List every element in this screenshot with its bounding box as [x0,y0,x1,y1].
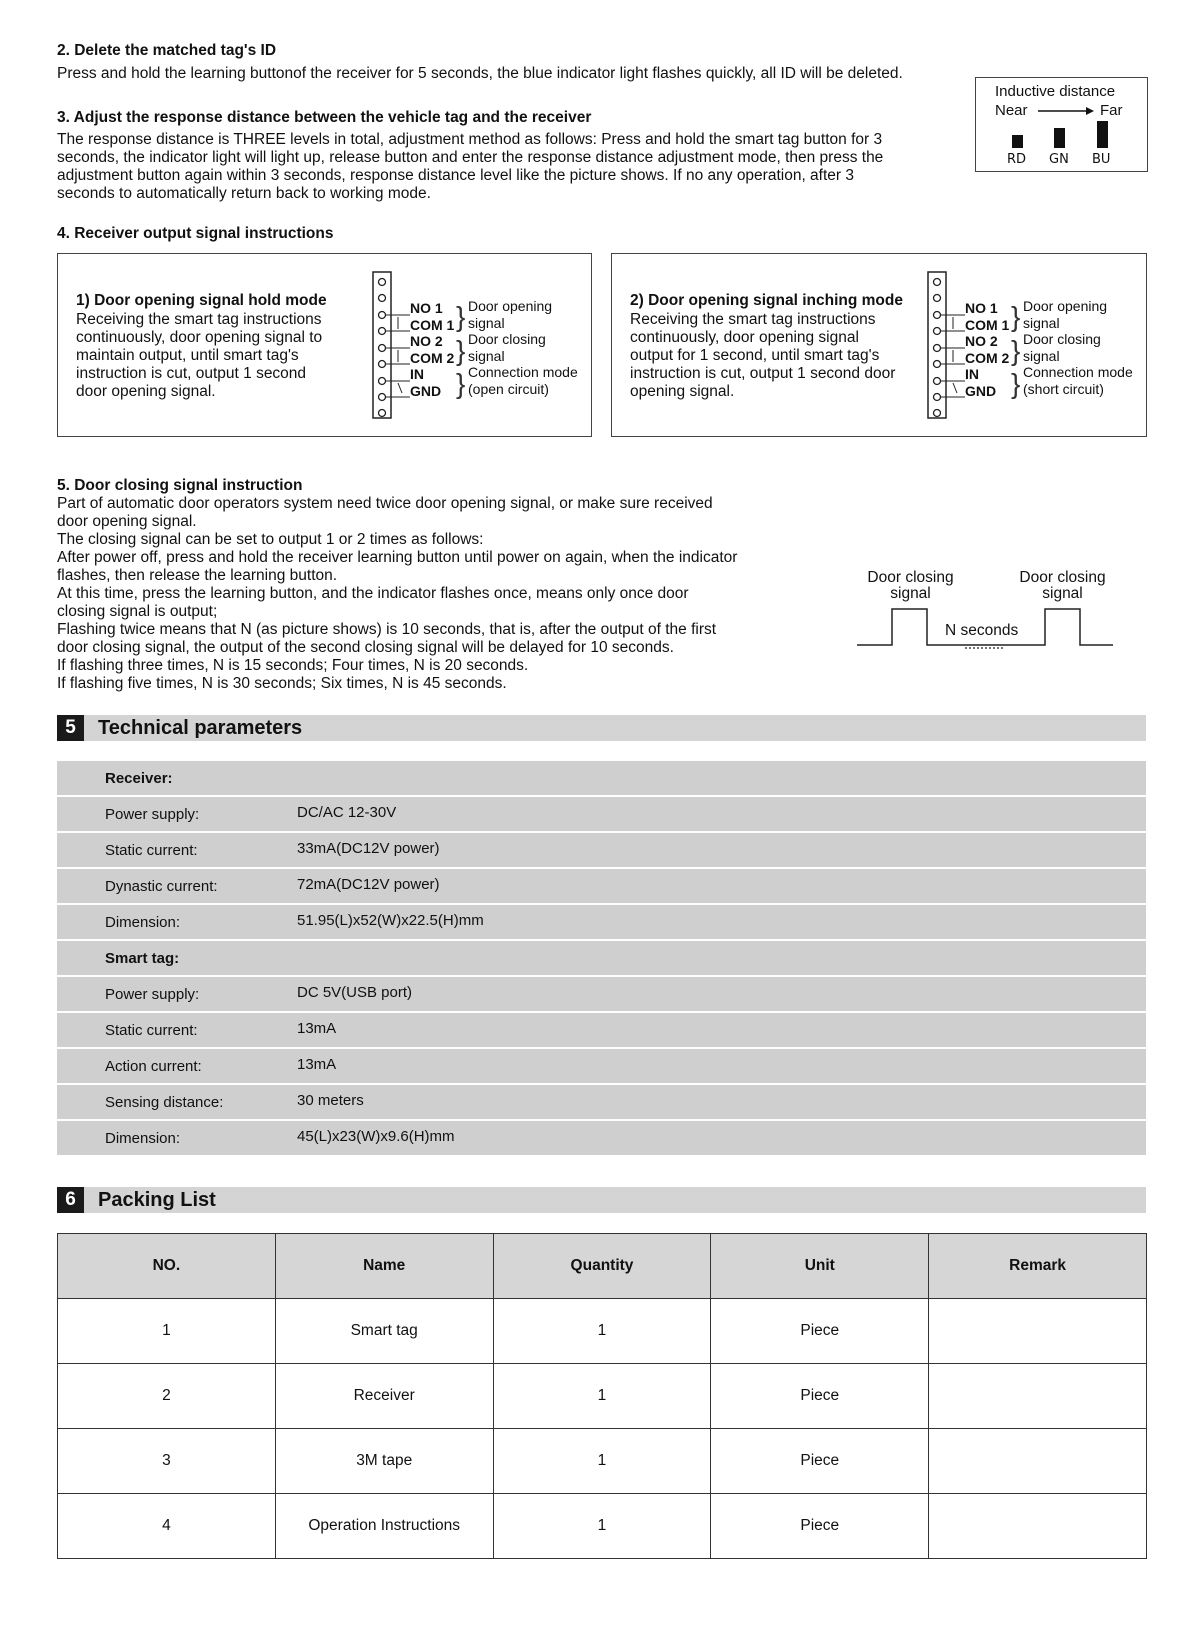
table-header-row [58,1234,1147,1299]
brace-icon: } [456,368,466,399]
table-row [58,1429,1147,1494]
sec5-line: If flashing three times, N is 15 seconds; Four times, N is 20 seconds. [57,657,529,674]
sec5-line: Part of automatic door operators system need twice door opening signal, or make sure received [57,495,713,512]
mode1-terminal-labels [410,300,454,399]
cell-remark [929,1429,1147,1494]
cell-remark [929,1299,1147,1364]
desc-line: Door opening [468,298,553,314]
cell-unit: Piece [711,1429,929,1494]
led-rd-level-bar [1012,135,1023,148]
param-label: Dynastic current: [105,878,218,895]
param-row [57,1085,1146,1119]
param-label: Power supply: [105,806,200,823]
desc-line: (short circuit) [1023,380,1104,397]
mode2-terminal-desc [1023,298,1133,397]
param-row [57,869,1146,903]
mode2-line: output for 1 second, until smart tag's [630,347,880,364]
sec5-line: After power off, press and hold the receiver learning button until power on again, when the indicator [57,549,738,566]
desc-line: Connection mode [468,364,578,380]
param-value: 51.95(L)x52(W)x22.5(H)mm [297,912,484,929]
mode1-line: door opening signal. [76,383,216,400]
mode2-line: opening signal. [630,383,735,400]
terminal-com1: COM 1 [410,316,455,333]
desc-line: Door closing [1023,331,1101,347]
param-value: 13mA [297,1020,337,1037]
brace-icon: } [1011,368,1021,399]
col-header-remark: Remark [929,1234,1147,1299]
sec5-line: At this time, press the learning button, and the indicator flashes once, means only once door [57,585,689,602]
sec2-text: Press and hold the learning buttonof the receiver for 5 seconds, the blue indicator light flashes quickly, all ID will be deleted. [57,65,903,82]
cell-remark [929,1494,1147,1559]
sec3-line: adjustment button again within 3 seconds, response distance level like the picture shows. If no any operation, after 3 [57,167,855,184]
pulse2-label [1010,570,1115,602]
packing-section-title: Packing List [98,1189,216,1211]
param-value: DC/AC 12-30V [297,804,397,821]
mode1-line: continuously, door opening signal to [76,329,323,346]
mode1-title: 1) Door opening signal hold mode [76,292,327,309]
param-row [57,977,1146,1011]
param-label: Action current: [105,1058,202,1075]
table-row [58,1494,1147,1559]
table-row [58,1299,1147,1364]
brace-icon: } [1011,335,1021,366]
desc-line: Door opening [1023,298,1108,314]
terminal-com1: COM 1 [965,316,1010,333]
far-label: Far [1100,102,1123,119]
mode1-box [57,253,592,437]
cell-name: Operation Instructions [275,1494,493,1559]
sec5-line: door opening signal. [57,513,197,530]
terminal-no2: NO 2 [965,333,998,349]
param-row [57,833,1146,867]
cell-name: 3M tape [275,1429,493,1494]
pulse1-label [858,570,963,602]
sec5-line: closing signal is output; [57,603,218,620]
sec2-title: 2. Delete the matched tag's ID [57,42,277,59]
param-label: Dimension: [105,1130,181,1147]
desc-line: Door closing [468,331,546,347]
desc-line: (open circuit) [468,380,549,397]
col-header-quantity: Quantity [493,1234,711,1299]
mode2-title: 2) Door opening signal inching mode [630,292,903,309]
desc-line: Connection mode [1023,364,1133,380]
param-value: 72mA(DC12V power) [297,876,440,893]
param-row [57,941,1146,975]
mode1-line: maintain output, until smart tag's [76,347,299,364]
led-gn-label: GN [1049,152,1069,167]
sec5-body [57,495,737,693]
brace-icon: } [1011,301,1021,332]
sec5-line: If flashing five times, N is 30 seconds; Six times, N is 45 seconds. [57,675,507,692]
arrow-right-icon [1036,105,1096,117]
mode2-terminal-labels [965,300,1009,399]
param-row [57,761,1146,795]
pulse-label-line: Door closing [1019,569,1106,586]
param-value: 33mA(DC12V power) [297,840,440,857]
packing-section-bar [57,1187,1146,1213]
pulse-label-line: signal [1042,585,1083,602]
pulse-label-line: signal [890,585,931,602]
packing-list-table [57,1233,1147,1559]
pulse-label-line: Door closing [867,569,954,586]
param-label: Static current: [105,1022,198,1039]
param-row [57,905,1146,939]
cell-remark [929,1364,1147,1429]
desc-line: signal [1023,314,1060,331]
cell-quantity: 1 [493,1494,711,1559]
param-label: Dimension: [105,914,181,931]
cell-no: 3 [58,1429,276,1494]
mode1-terminal-desc [468,298,578,397]
sec4-title: 4. Receiver output signal instructions [57,225,334,242]
param-row [57,1121,1146,1155]
mode2-line: instruction is cut, output 1 second door [630,365,896,382]
led-gn-level-bar [1054,128,1065,148]
sec3-line: seconds, the indicator light will light up, release button and enter the response distance adjustment mode, then press the [57,149,884,166]
sec3-body [57,131,883,203]
col-header-no: NO. [58,1234,276,1299]
mode1-line: instruction is cut, output 1 second [76,365,307,382]
mode2-line: Receiving the smart tag instructions [630,311,876,328]
desc-line: signal [468,347,505,364]
packing-section-number: 6 [57,1187,84,1213]
sec3-line: The response distance is THREE levels in total, adjustment method as follows: Press and hold the smart tag button for 3 [57,131,883,148]
param-label: Receiver: [105,770,173,787]
col-header-name: Name [275,1234,493,1299]
param-label: Static current: [105,842,198,859]
cell-no: 4 [58,1494,276,1559]
desc-line: signal [468,314,505,331]
mode2-line: continuously, door opening signal [630,329,859,346]
cell-unit: Piece [711,1494,929,1559]
sec5-line: The closing signal can be set to output 1 or 2 times as follows: [57,531,484,548]
terminal-in: IN [410,366,424,382]
inductive-distance-box [975,77,1148,172]
sec3-title: 3. Adjust the response distance between the vehicle tag and the receiver [57,109,592,126]
sec5-line: Flashing twice means that N (as picture shows) is 10 seconds, that is, after the output of the first [57,621,717,638]
param-value: 30 meters [297,1092,364,1109]
cell-unit: Piece [711,1364,929,1429]
sec5-line: flashes, then release the learning button. [57,567,338,584]
sec5-title: 5. Door closing signal instruction [57,477,303,494]
sec3-line: seconds to automatically return back to working mode. [57,185,431,202]
tech-section-title: Technical parameters [98,717,303,739]
cell-no: 1 [58,1299,276,1364]
terminal-no1: NO 1 [410,300,443,316]
desc-line: signal [1023,347,1060,364]
terminal-in: IN [965,366,979,382]
cell-name: Smart tag [275,1299,493,1364]
led-rd-label: RD [1007,152,1027,167]
brace-icon: } [456,301,466,332]
n-seconds-label: N seconds [945,622,1019,639]
param-value: DC 5V(USB port) [297,984,413,1001]
cell-name: Receiver [275,1364,493,1429]
terminal-com2: COM 2 [965,349,1010,366]
cell-quantity: 1 [493,1364,711,1429]
mode1-body [76,311,322,401]
cell-quantity: 1 [493,1429,711,1494]
param-row [57,1049,1146,1083]
terminal-com2: COM 2 [410,349,455,366]
terminal-gnd: GND [410,382,442,399]
tech-section-number: 5 [57,715,84,741]
cell-quantity: 1 [493,1299,711,1364]
mode2-body [630,311,895,401]
param-label: Power supply: [105,986,200,1003]
param-row [57,797,1146,831]
brace-icon: } [456,335,466,366]
led-bu-label: BU [1092,152,1111,167]
led-bu-level-bar [1097,121,1108,148]
table-row [58,1364,1147,1429]
terminal-no2: NO 2 [410,333,443,349]
cell-no: 2 [58,1364,276,1429]
param-value: 13mA [297,1056,337,1073]
terminal-gnd: GND [965,382,997,399]
param-label: Sensing distance: [105,1094,224,1111]
sec5-line: door closing signal, the output of the second closing signal will be delayed for 10 seconds. [57,639,674,656]
param-value: 45(L)x23(W)x9.6(H)mm [297,1128,455,1145]
param-label: Smart tag: [105,950,180,967]
mode1-line: Receiving the smart tag instructions [76,311,322,328]
near-label: Near [995,102,1028,119]
mode2-box [611,253,1147,437]
cell-unit: Piece [711,1299,929,1364]
terminal-no1: NO 1 [965,300,998,316]
distance-title: Inductive distance [995,83,1116,100]
param-row [57,1013,1146,1047]
col-header-unit: Unit [711,1234,929,1299]
